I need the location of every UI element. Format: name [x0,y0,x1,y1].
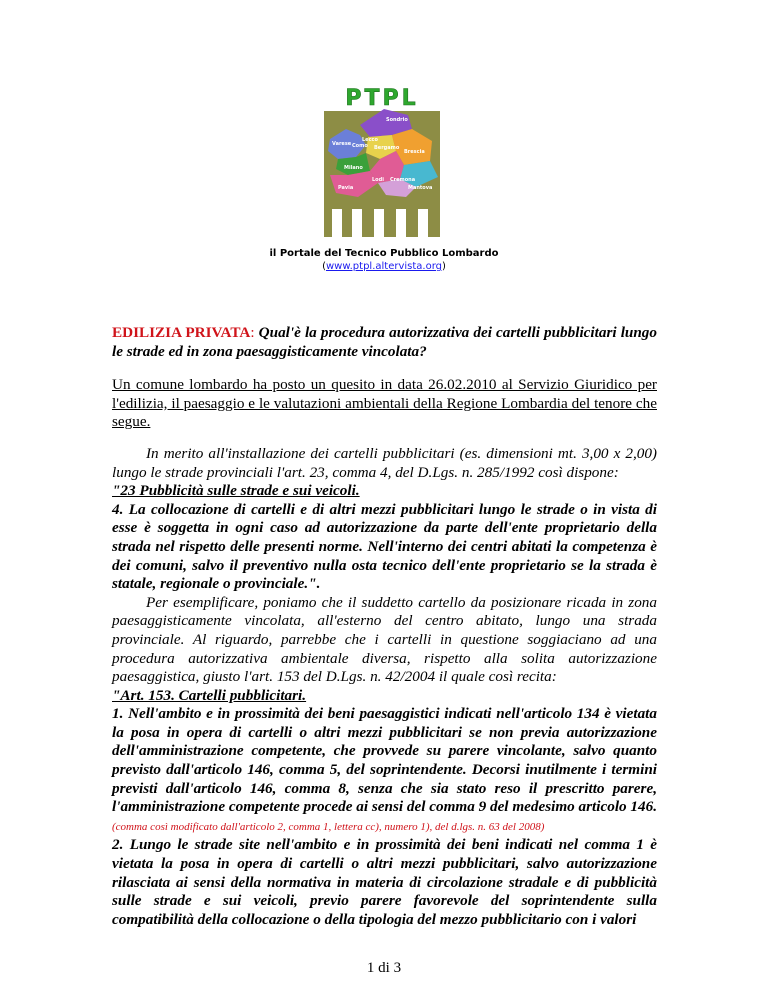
svg-text:Varese: Varese [332,141,352,147]
logo-url-line: (www.ptpl.altervista.org) [322,261,446,272]
paragraph-2: Per esemplificare, poniamo che il suddetto cartello da posizionare ricada in zona paesaggisticamente vincolata, all'esterno del centro abitato, lungo una strada provinciale. Al riguardo, parrebbe che i cartelli in questione soggiaciano ad una procedura autorizzativa ambientale diversa, rispetto alla solita autorizzazione paesaggistica, giusto l'art. 153 del D.Lgs. n. 42/2004 il quale così recita: [112,593,657,686]
svg-text:Mantova: Mantova [408,185,433,191]
amendment-note: (comma così modificato dall'articolo 2, comma 1, lettera cc), numero 1), del d.lgs. n. 63 del 2008) [112,820,545,833]
document-body [112,324,657,929]
category-tag: EDILIZIA PRIVATA [112,324,251,341]
headline: EDILIZIA PRIVATA: Qual'è la procedura autorizzativa dei cartelli pubblicitari lungo le strade ed in zona paesaggisticamente vincolata? [112,324,657,360]
ptpl-logo [308,85,456,250]
svg-text:Sondrio: Sondrio [386,117,408,123]
logo-caption: il Portale del Tecnico Pubblico Lombardo [269,248,499,259]
svg-text:Bergamo: Bergamo [374,145,400,151]
svg-text:Milano: Milano [344,165,363,171]
svg-text:Lodi: Lodi [372,177,384,183]
intro-paragraph: Un comune lombardo ha posto un quesito in data 26.02.2010 al Servizio Giuridico per l'edilizia, il paesaggio e le valutazioni ambientali della Regione Lombardia del tenore che segue. [112,376,657,431]
paragraph-1: In merito all'installazione dei cartelli pubblicitari (es. dimensioni mt. 3,00 x 2,00) lungo le strade provinciali l'art. 23, comma 4, del D.Lgs. n. 285/1992 così dispone: [112,444,657,481]
art153-title: "Art. 153. Cartelli pubblicitari. [112,686,307,704]
quesito-block [112,445,657,929]
headline-question: Qual'è la procedura autorizzativa dei cartelli pubblicitari lungo le strade ed in zona paesaggisticamente vincolata? [112,324,657,360]
page-number: 1 di 3 [366,960,402,976]
svg-text:Brescia: Brescia [404,149,425,155]
svg-text:Lecco: Lecco [362,137,378,143]
svg-text:PTPL: PTPL [345,86,419,111]
svg-text:Cremona: Cremona [390,177,416,183]
art23-title: "23 Pubblicità sulle strade e sui veicoli. [112,482,360,500]
art153-comma-2: 2. Lungo le strade site nell'ambito e in prossimità dei beni indicati nel comma 1 è vietata la posa in opera di cartelli o altri mezzi pubblicitari, salvo autorizzazione rilasciata ai sensi della normativa in materia di circolazione stradale e di pubblicità sulle strade e sui veicoli, previo parere favorevole del soprintendente sulla compatibilità della collocazione o della tipologia del mezzo pubblicitario con i valori [112,836,657,928]
svg-text:Como: Como [352,143,368,149]
art23-text: 4. La collocazione di cartelli e di altri mezzi pubblicitari lungo le strade o in vista di esse è soggetta in ogni caso ad autorizzazione da parte dell'ente proprietario della strada nel rispetto delle presenti norme. Nell'interno dei centri abitati la competenza è dei comuni, salvo il preventivo nulla osta tecnico dell'ente proprietario se la strada è statale, regionale o provinciale.". [112,500,657,593]
art153-comma-1: 1. Nell'ambito e in prossimità dei beni paesaggistici indicati nell'articolo 134 è vietata la posa in opera di cartelli o altri mezzi pubblicitari se non previa autorizzazione dell'amministrazione competente, che provvede su parere vincolante, salvo quanto previsto dall'articolo 146, comma 5, del soprintendente. Decorsi inutilmente i termini previsti dall'articolo 146, comma 8, senza che sia stato reso il prescritto parere, l'amministrazione competente procede ai sensi del comma 9 del medesimo articolo 146. (comma così modificato dall'articolo 2, comma 1, lettera cc), numero 1), del d.lgs. n. 63 del 2008) [112,705,658,833]
svg-text:Pavia: Pavia [338,185,354,191]
lombardy-map-logo-image [308,85,456,250]
site-link[interactable]: www.ptpl.altervista.org [326,261,442,272]
